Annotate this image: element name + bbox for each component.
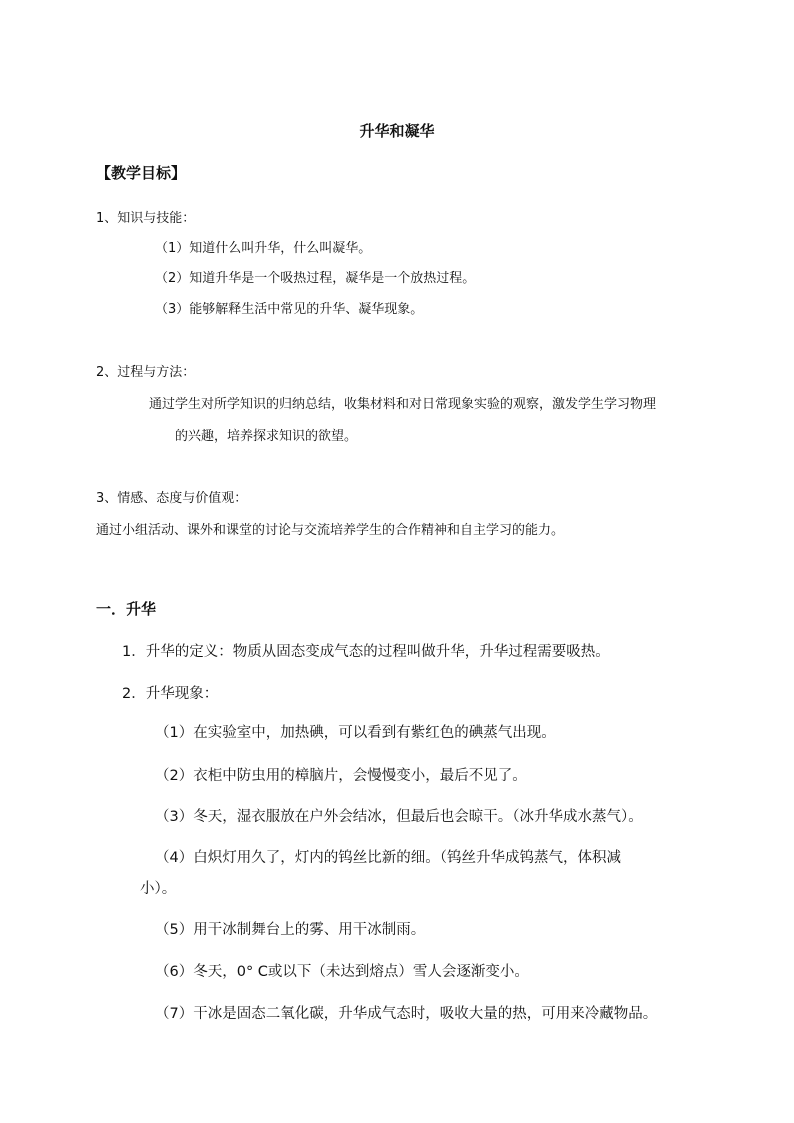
process-text-line-1: 通过学生对所学知识的归纳总结，收集材料和对日常现象实验的观察，激发学生学习物理 xyxy=(149,397,657,412)
phenomenon-item-4: （4）白炽灯用久了，灯内的钨丝比新的细。（钨丝升华成钨蒸气，体积减 xyxy=(155,850,621,866)
page-title: 升华和凝华 xyxy=(359,122,435,140)
knowledge-item-2: （2）知道升华是一个吸热过程，凝华是一个放热过程。 xyxy=(155,271,476,286)
process-methods-label: 2、过程与方法： xyxy=(96,365,196,380)
knowledge-item-1: （1）知道什么叫升华，什么叫凝华。 xyxy=(155,241,372,256)
phenomenon-item-5: （5）用干冰制舞台上的雾、用干冰制雨。 xyxy=(155,922,426,938)
emotion-values-text: 通过小组活动、课外和课堂的讨论与交流培养学生的合作精神和自主学习的能力。 xyxy=(96,523,565,538)
objectives-heading: 【教学目标】 xyxy=(96,164,187,182)
phenomenon-item-3: （3）冬天，湿衣服放在户外会结冰，但最后也会晾干。（冰升华成水蒸气）。 xyxy=(155,809,643,825)
process-text-line-2: 的兴趣，培养探求知识的欲望。 xyxy=(175,429,358,444)
phenomenon-item-6: （6）冬天，0° C或以下（未达到熔点）雪人会逐渐变小。 xyxy=(155,964,529,980)
phenomenon-item-4-continued: 小）。 xyxy=(140,881,177,897)
phenomenon-item-2: （2）衣柜中防虫用的樟脑片，会慢慢变小，最后不见了。 xyxy=(155,768,527,784)
emotion-values-label: 3、情感、态度与价值观： xyxy=(96,491,248,506)
phenomenon-item-1: （1）在实验室中，加热碘，可以看到有紫红色的碘蒸气出现。 xyxy=(155,725,556,741)
knowledge-skills-label: 1、知识与技能： xyxy=(96,211,196,226)
phenomenon-item-7: （7）干冰是固态二氧化碳，升华成气态时，吸收大量的热，可用来冷藏物品。 xyxy=(155,1006,658,1022)
knowledge-item-3: （3）能够解释生活中常见的升华、凝华现象。 xyxy=(155,302,424,317)
sublimation-definition: 1．升华的定义：物质从固态变成气态的过程叫做升华，升华过程需要吸热。 xyxy=(122,644,610,660)
sublimation-phenomena-label: 2．升华现象： xyxy=(122,686,219,702)
section-sublimation-heading: 一．升华 xyxy=(96,600,157,618)
